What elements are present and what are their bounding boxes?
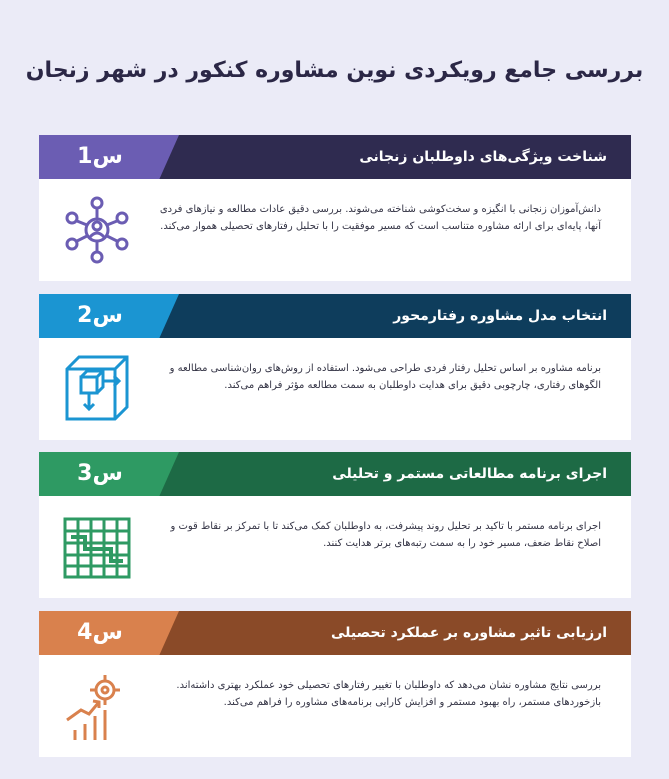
- step-number: س4: [77, 620, 123, 645]
- step-heading: انتخاب مدل مشاوره رفتارمحور: [393, 308, 607, 324]
- step-card: [39, 338, 631, 440]
- step-heading: ارزیابی تاثیر مشاوره بر عملکرد تحصیلی: [330, 625, 607, 641]
- growth-target-icon: [61, 670, 133, 742]
- step-number: س3: [77, 461, 123, 486]
- step-card: [39, 655, 631, 757]
- step-number: س1: [77, 144, 123, 169]
- step-number: س2: [77, 303, 123, 328]
- schedule-grid-icon: [61, 511, 133, 583]
- step-description: دانش‌آموزان زنجانی با انگیزه و سخت‌کوشی شناخته می‌شوند. بررسی دقیق عادات مطالعه و نیازهای فردی آنها، پایه‌ای برای ارائه مشاوره متناسب است که مسیر موفقیت را با تحلیل رفتارهای تحصیلی هموار می‌کند.: [159, 204, 601, 232]
- step-2: [39, 294, 631, 440]
- step-4: [39, 611, 631, 757]
- step-3: [39, 452, 631, 598]
- step-heading: اجرای برنامه مطالعاتی مستمر و تحلیلی: [332, 466, 607, 482]
- step-description: اجرای برنامه مستمر با تاکید بر تحلیل روند پیشرفت، به داوطلبان کمک می‌کند تا با تمرکز بر نقاط قوت و اصلاح نقاط ضعف، مسیر خود را به سمت رتبه‌های برتر هدایت کنند.: [170, 521, 601, 549]
- step-1: [39, 135, 631, 281]
- step-heading: شناخت ویژگی‌های داوطلبان زنجانی: [359, 149, 607, 165]
- step-card: [39, 179, 631, 281]
- step-description: بررسی نتایج مشاوره نشان می‌دهد که داوطلبان با تغییر رفتارهای تحصیلی خود عملکرد بهتری داشته‌اند. بازخوردهای مستمر، راه بهبود مستمر و افزایش کارایی برنامه‌های مشاوره را فراهم می‌کند.: [176, 680, 601, 708]
- cube-model-icon: [61, 353, 133, 425]
- step-card: [39, 496, 631, 598]
- step-description: برنامه مشاوره بر اساس تحلیل رفتار فردی طراحی می‌شود. استفاده از روش‌های روان‌شناسی مطالعه و الگوهای رفتاری، چارچوبی دقیق برای هدایت داوطلبان به سمت مطالعه مؤثر فراهم می‌کند.: [169, 363, 601, 391]
- page-title: بررسی جامع رویکردی نوین مشاوره کنکور در شهر زنجان: [25, 58, 644, 83]
- network-people-icon: [61, 194, 133, 266]
